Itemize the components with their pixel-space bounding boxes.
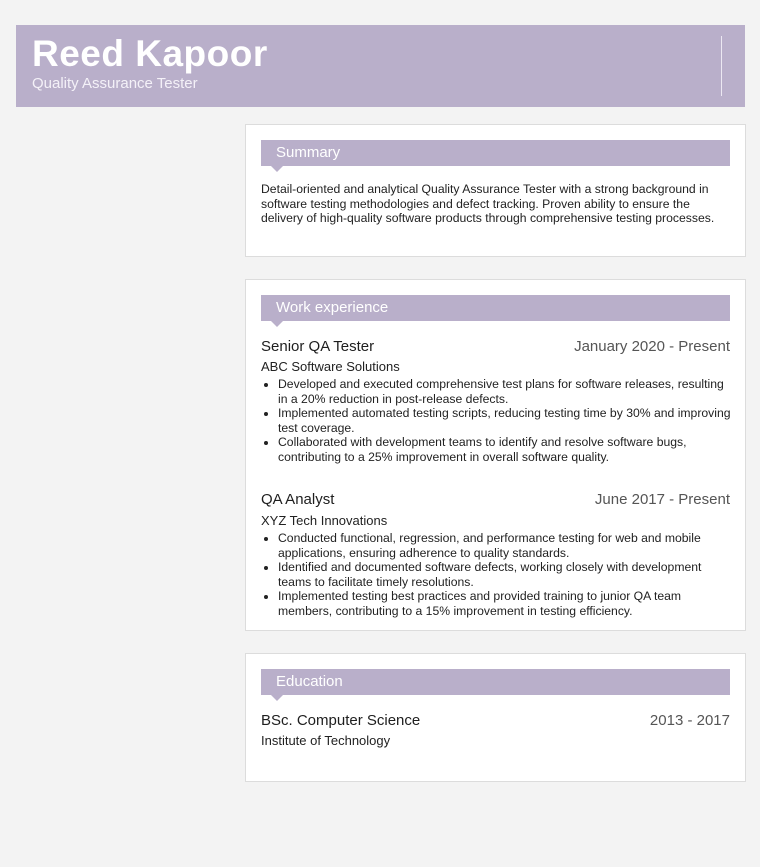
candidate-role: Quality Assurance Tester <box>32 75 198 92</box>
education-dates: 2013 - 2017 <box>649 712 730 729</box>
job-bullet: • Implemented testing best practices and provided training to junior QA team members, contributing to a 15% improvement in testing efficiency. <box>278 589 731 618</box>
resume-header <box>16 25 745 107</box>
section-notch <box>271 695 283 701</box>
company-name: XYZ Tech Innovations <box>261 513 388 528</box>
summary-card <box>245 124 746 257</box>
job-bullet: • Identified and documented software defects, working closely with development teams to facilitate timely resolutions. <box>278 560 731 589</box>
job-bullets <box>261 531 731 619</box>
job-bullet: • Implemented automated testing scripts, reducing testing time by 30% and improving test coverage. <box>278 406 731 435</box>
section-notch <box>271 166 283 172</box>
job-bullets <box>261 377 731 465</box>
education-card <box>245 653 746 782</box>
section-notch <box>271 321 283 327</box>
summary-heading: Summary <box>276 144 341 161</box>
job-title: Senior QA Tester <box>261 338 375 355</box>
job-bullet: • Conducted functional, regression, and performance testing for web and mobile applications, ensuring adherence to quality standards. <box>278 531 731 560</box>
summary-section-header <box>261 140 730 166</box>
job-bullet: • Collaborated with development teams to identify and resolve software bugs, contributing to a 25% improvement in overall software quality. <box>278 435 731 464</box>
education-heading: Education <box>276 673 343 690</box>
work-heading: Work experience <box>276 299 389 316</box>
header-divider <box>721 36 722 96</box>
summary-text: Detail-oriented and analytical Quality Assurance Tester with a strong background in software testing methodologies and defect tracking. Proven ability to ensure the delivery of high-quality software products through comprehensive testing processes. <box>261 182 715 226</box>
job-dates: January 2020 - Present <box>574 338 730 355</box>
work-experience-card <box>245 279 746 631</box>
work-section-header <box>261 295 730 321</box>
job-dates: June 2017 - Present <box>594 491 730 508</box>
school-name: Institute of Technology <box>261 733 391 748</box>
job-title: QA Analyst <box>261 491 335 508</box>
job-bullet: • Developed and executed comprehensive test plans for software releases, resulting in a 20% reduction in post-release defects. <box>278 377 731 406</box>
education-section-header <box>261 669 730 695</box>
candidate-name: Reed Kapoor <box>32 33 268 74</box>
degree-title: BSc. Computer Science <box>261 712 421 729</box>
company-name: ABC Software Solutions <box>261 359 400 374</box>
